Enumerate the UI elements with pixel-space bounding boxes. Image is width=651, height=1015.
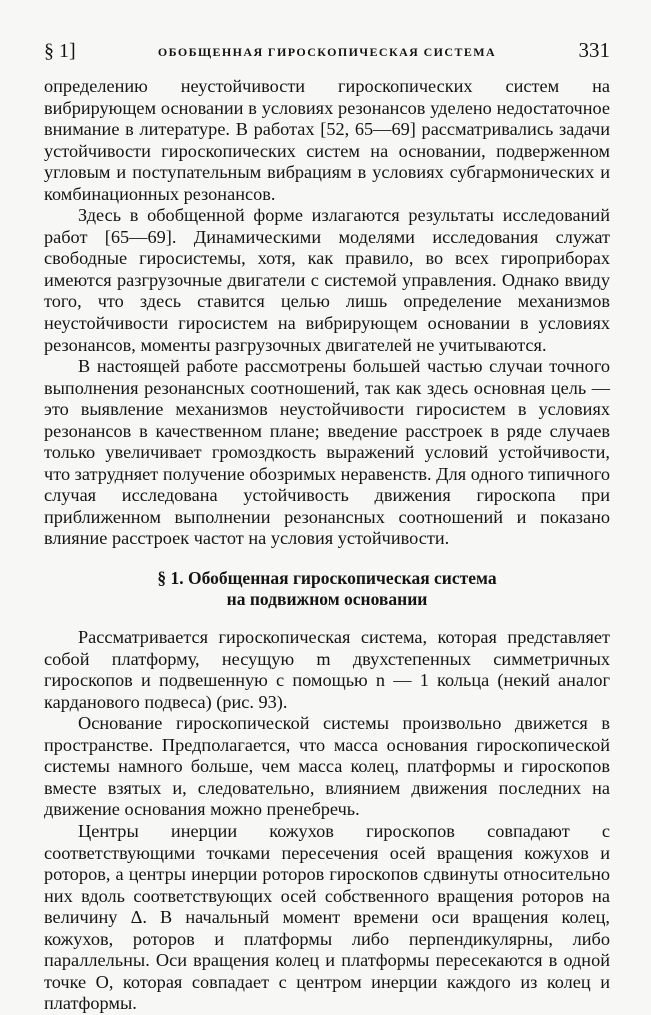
page-body — [44, 76, 610, 1015]
header-section-ref: § 1] — [44, 40, 76, 62]
page-number: 331 — [578, 38, 610, 62]
paragraph: Здесь в обобщенной форме излагаются результаты исследований работ [65—69]. Динамическими моделями исследования служат свободные гиросистемы, хотя, как правило, во всех гироприборах имеются разгрузочные двигатели с системой управления. Однако ввиду того, что здесь ставится целью лишь определение механизмов неустойчивости гиросистем на вибрирующем основании в условиях резонансов, моменты разгрузочных двигателей не учитываются. — [44, 205, 610, 355]
running-header — [44, 38, 610, 64]
paragraph: Центры инерции кожухов гироскопов совпадают с соответствующими точками пересечения осей вращения кожухов и роторов, а центры инерции роторов гироскопов сдвинуты относительно них вдоль соответствующих осей собственного вращения роторов на величину Δ. В начальный момент времени оси вращения колец, кожухов, роторов и платформы либо перпендикулярны, либо параллельны. Оси вращения колец и платформы пересекаются в одной точке O, которая совпадает с центром инерции каждого из колец и платформы. — [44, 820, 610, 1014]
section-heading-line: § 1. Обобщенная гироскопическая система — [157, 568, 497, 589]
section-heading — [44, 568, 610, 610]
paragraph: Основание гироскопической системы произвольно движется в пространстве. Предполагается, что масса основания гироскопической системы намного больше, чем масса колец, платформы и гироскопов вместе взятых и, следовательно, влиянием движения последних на движение основания можно пренебречь. — [44, 713, 610, 820]
header-title: ОБОБЩЕННАЯ ГИРОСКОПИЧЕСКАЯ СИСТЕМА — [157, 45, 497, 59]
paragraph-continuation: определению неустойчивости гироскопических систем на вибрирующем основании в условиях резонансов уделено недостаточное внимание в литературе. В работах [52, 65—69] рассматривались задачи устойчивости гироскопических систем на основании, подверженном угловым и поступательным вибрациям в условиях субгармонических и комбинационных резонансов. — [44, 76, 610, 204]
paragraph: В настоящей работе рассмотрены большей частью случаи точного выполнения резонансных соотношений, так как здесь основная цель — это выявление механизмов неустойчивости гиросистем в условиях резонансов в качественном плане; введение расстроек в ряде случаев только увеличивает громоздкость выражений условий устойчивости, что затрудняет получение обозримых неравенств. Для одного типичного случая исследована устойчивость движения гироскопа при приближенном выполнении резонансных соотношений и показано влияние расстроек частот на условия устойчивости. — [44, 356, 610, 549]
section-heading-line: на подвижном основании — [226, 589, 428, 610]
paragraph: Рассматривается гироскопическая система, которая представляет собой платформу, несущую m двухстепенных симметричных гироскопов и подвешенную с помощью n — 1 кольца (некий аналог карданового подвеса) (рис. 93). — [44, 627, 610, 712]
